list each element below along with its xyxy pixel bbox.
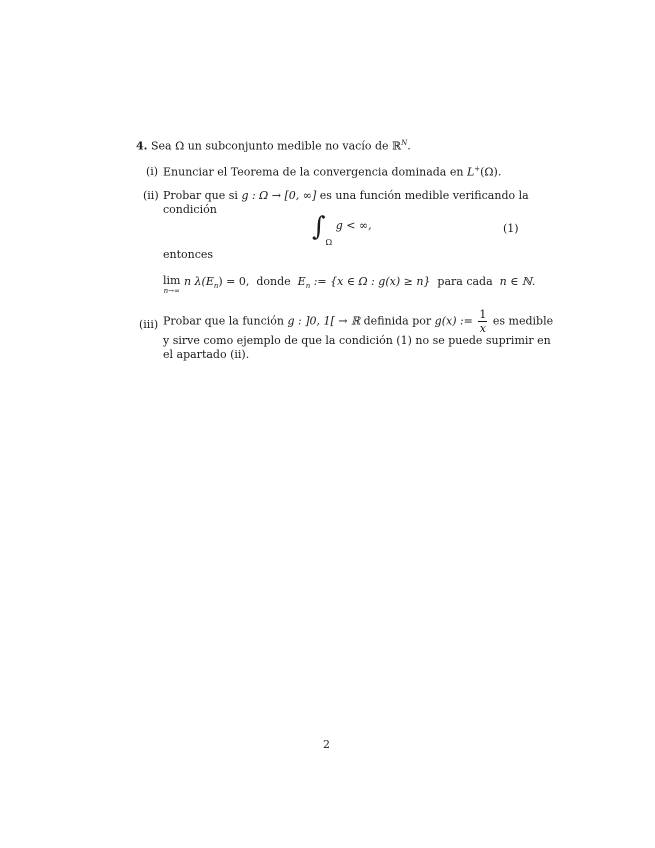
problem-statement <box>136 139 411 153</box>
item-ii-math-g: g : Ω → [0, ∞] <box>241 189 317 202</box>
set-definition: := {x ∈ Ω : g(x) ≥ n} <box>310 275 431 288</box>
limit-expression-end: ) = 0, <box>218 275 250 288</box>
problem-number: 4. <box>136 139 148 153</box>
item-ii-label: (ii) <box>143 189 159 202</box>
limit-line <box>163 275 535 295</box>
item-i-text <box>163 165 501 179</box>
integral-subscript: Ω <box>325 238 333 247</box>
item-i-space-end: (Ω). <box>480 165 502 179</box>
item-ii-text-a: Probar que si <box>163 189 242 202</box>
item-iii-line1 <box>163 309 553 334</box>
item-i-space: L <box>466 165 475 179</box>
integral-sign: ∫ <box>312 212 326 242</box>
item-iii-text-c: es medible <box>489 314 554 328</box>
item-iii-line3: el apartado (ii). <box>163 348 250 361</box>
item-ii-line1 <box>163 189 529 202</box>
integral-display <box>312 212 372 247</box>
item-iii-math-g: g : ]0, 1[ → ℝ <box>287 314 361 328</box>
item-ii-line2: condición <box>163 203 217 216</box>
equation-number: (1) <box>503 222 519 235</box>
item-iii-text-a: Probar que la función <box>163 314 288 328</box>
item-i-space-sup: + <box>474 165 481 173</box>
n-in-naturals: n ∈ ℕ. <box>499 275 536 288</box>
problem-text-end: . <box>407 139 411 153</box>
item-i-label: (i) <box>146 165 159 178</box>
real-space-symbol: ℝ <box>392 139 402 153</box>
item-ii-text-b: es una función medible verificando la <box>316 189 529 202</box>
fraction-numerator: 1 <box>479 308 487 321</box>
dimension-superscript: N <box>401 139 408 147</box>
set-name-sub: n <box>305 282 311 291</box>
fraction-denominator: x <box>479 322 487 335</box>
integral-body: g < ∞, <box>335 219 372 232</box>
donde-word: donde <box>256 275 291 288</box>
para-cada: para cada <box>437 275 493 288</box>
then-word: entonces <box>163 248 214 261</box>
fraction-one-over-x <box>478 309 487 334</box>
item-i-sentence: Enunciar el Teorema de la convergencia dominada en <box>163 165 467 179</box>
item-iii-line2: y sirve como ejemplo de que la condición (1) no se puede suprimir en <box>163 334 551 347</box>
item-iii-label: (iii) <box>139 318 159 331</box>
limit-expression-sub: n <box>213 282 219 291</box>
lim-word: lim <box>163 274 181 287</box>
limit-operator <box>163 275 180 295</box>
limit-expression: n λ(E <box>183 275 214 288</box>
item-iii-gx: g(x) := <box>434 314 473 328</box>
item-iii-text-b: definida por <box>360 314 435 328</box>
set-name: E <box>297 275 306 288</box>
problem-text: Sea Ω un subconjunto medible no vacío de <box>150 139 393 153</box>
lim-subscript: n→∞ <box>163 287 180 295</box>
page-number: 2 <box>323 738 330 751</box>
